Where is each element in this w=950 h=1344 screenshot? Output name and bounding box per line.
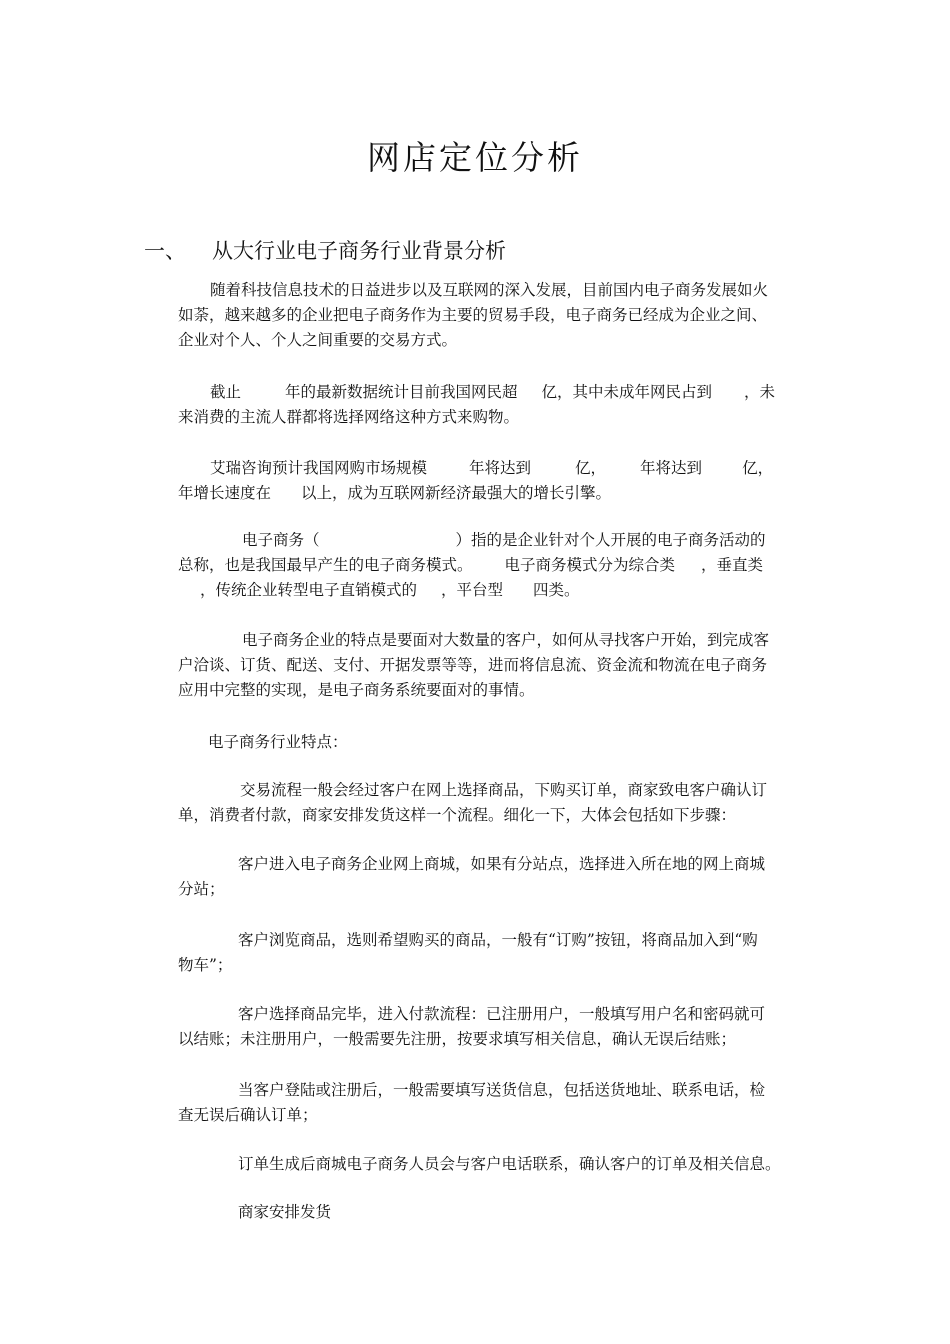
paragraph-transaction-flow	[178, 778, 808, 828]
text-line: 单，消费者付款，商家安排发货这样一个流程。细化一下，大体会包括如下步骤：	[178, 806, 737, 824]
text-line: 户洽谈、订货、配送、支付、开据发票等等，进而将信息流、资金流和物流在电子商务	[178, 656, 768, 674]
text-line	[178, 578, 808, 603]
text-line: 分站；	[178, 880, 225, 898]
text-segment: ）指的是企业针对个人开展的电子商务活动的	[455, 531, 766, 549]
text-line: 订单生成后商城电子商务人员会与客户电话联系，确认客户的订单及相关信息。	[238, 1155, 781, 1173]
text-line: 电子商务企业的特点是要面对大数量的客户，如何从寻找客户开始，到完成客	[242, 631, 770, 649]
paragraph-ecommerce-definition	[178, 528, 808, 603]
text-segment: 年的最新数据统计目前我国网民超	[285, 383, 518, 401]
paragraph-market-forecast	[178, 456, 808, 506]
text-segment: 四类。	[533, 581, 580, 599]
text-segment: 年将达到	[640, 459, 703, 477]
text-line: 企业对个人、个人之间重要的交易方式。	[178, 331, 458, 349]
paragraph-enterprise-features	[178, 628, 808, 703]
text-line: 商家安排发货	[238, 1203, 332, 1221]
paragraph-industry-background	[178, 278, 808, 353]
text-segment: 亿，	[575, 459, 607, 477]
text-line	[178, 456, 808, 481]
paragraph-step-enter-store	[178, 852, 808, 902]
text-line: 随着科技信息技术的日益进步以及互联网的深入发展，目前国内电子商务发展如火	[210, 281, 769, 299]
text-segment: 电子商务模式分为综合类	[504, 556, 676, 574]
text-line: 电子商务行业特点：	[208, 733, 348, 751]
text-segment: 总称，也是我国最早产生的电子商务模式。	[178, 556, 473, 574]
text-line: 交易流程一般会经过客户在网上选择商品，下购买订单，商家致电客户确认订	[240, 781, 768, 799]
text-line	[178, 553, 808, 578]
paragraph-step-delivery-info	[178, 1078, 808, 1128]
text-segment: 年增长速度在	[178, 484, 272, 502]
text-line: 如荼，越来越多的企业把电子商务作为主要的贸易手段，电子商务已经成为企业之间、	[178, 306, 768, 324]
document-title: 网店定位分析	[367, 138, 583, 177]
paragraph-industry-features-heading	[178, 730, 808, 755]
text-segment: 以上，成为互联网新经济最强大的增长引擎。	[301, 484, 612, 502]
text-line	[178, 380, 808, 405]
paragraph-step-browse	[178, 928, 808, 978]
text-segment: 亿，其中未成年网民占到	[541, 383, 713, 401]
section-heading	[144, 236, 506, 266]
paragraph-step-confirm-order	[178, 1152, 808, 1177]
text-line: 当客户登陆或注册后，一般需要填写送货信息，包括送货地址、联系电话，检	[238, 1081, 766, 1099]
text-segment: 截止	[210, 383, 242, 401]
text-line: 查无误后确认订单；	[178, 1106, 318, 1124]
text-segment: ，传统企业转型电子直销模式的	[200, 581, 418, 599]
text-line	[178, 528, 808, 553]
text-line: 物车”；	[178, 956, 233, 974]
text-segment: ，平台型	[441, 581, 504, 599]
paragraph-step-ship	[178, 1200, 808, 1225]
text-line: 客户浏览商品，选则希望购买的商品，一般有“订购”按钮，将商品加入到“购	[238, 931, 758, 949]
text-segment: ，垂直类	[701, 556, 764, 574]
text-line: 来消费的主流人群都将选择网络这种方式来购物。	[178, 408, 520, 426]
text-line: 客户选择商品完毕，进入付款流程：已注册用户，一般填写用户名和密码就可	[238, 1005, 766, 1023]
section-heading-text: 从大行业电子商务行业背景分析	[212, 239, 506, 263]
text-line: 客户进入电子商务企业网上商城，如果有分站点，选择进入所在地的网上商城	[238, 855, 766, 873]
text-segment: 电子商务（	[242, 531, 320, 549]
text-line	[178, 481, 808, 506]
text-line: 应用中完整的实现，是电子商务系统要面对的事情。	[178, 681, 535, 699]
paragraph-netizen-stats	[178, 380, 808, 430]
text-segment: 艾瑞咨询预计我国网购市场规模	[210, 459, 428, 477]
paragraph-step-checkout	[178, 1002, 808, 1052]
section-number: 一、	[144, 239, 186, 263]
text-line: 以结账；未注册用户，一般需要先注册，按要求填写相关信息，确认无误后结账；	[178, 1030, 737, 1048]
text-segment: ，未	[744, 383, 776, 401]
text-segment: 亿，	[742, 459, 774, 477]
text-segment: 年将达到	[469, 459, 532, 477]
